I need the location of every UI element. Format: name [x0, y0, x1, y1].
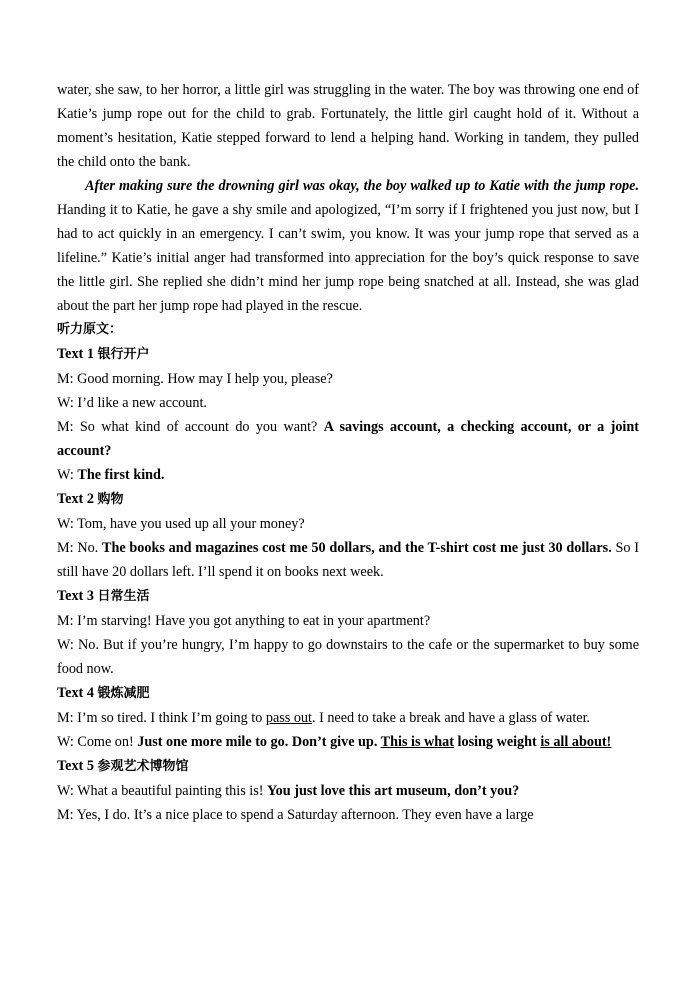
text-1-line-2: W: I’d like a new account.: [57, 395, 207, 411]
text-5-heading: [57, 754, 639, 779]
text-5-line-1-bold: You just love this art museum, don’t you?: [267, 783, 520, 799]
text-4-line-2-underlined-2: is all about!: [540, 734, 612, 750]
document-page: [57, 78, 639, 827]
text-5-line-2: M: Yes, I do. It’s a nice place to spend a Saturday afternoon. They even have a large: [57, 807, 534, 823]
text-2-heading: [57, 487, 639, 512]
text-1-topic: 银行开户: [97, 347, 150, 362]
text-4-label: Text 4: [57, 685, 94, 701]
transcript-title: 听力原文：: [57, 322, 123, 337]
text-4-line-2-prefix: W: Come on!: [57, 734, 138, 750]
text-4-line-2-underlined-1: This is what: [380, 734, 454, 750]
text-2-line-2-bold: The books and magazines cost me 50 dollars, and the T-shirt cost me just 30 dollars.: [101, 540, 612, 556]
text-4-line-1-a: M: I’m so tired. I think I’m going to: [57, 710, 266, 726]
text-2-line-2-rest: So I still have 20 dollars left. I’ll spend it on books next week.: [57, 540, 639, 580]
text-4-topic: 锻炼减肥: [97, 686, 150, 701]
text-4-line-1-b: . I need to take a break and have a glass of water.: [311, 710, 591, 726]
text-5-line-1-plain: W: What a beautiful painting this is!: [57, 783, 268, 799]
text-3-label: Text 3: [57, 588, 94, 604]
story-paragraph-2: [57, 174, 639, 318]
story-paragraph-2-rest: Handing it to Katie, he gave a shy smile and apologized, “I’m sorry if I frightened you just now, but I had to act quickly in an emergency. I can’t swim, you know. It was your jump rope that served as a lifeline.” Katie’s initial anger had transformed into appreciation for the boy’s quick response to save the little girl. She replied she didn’t mind her jump rope being snatched at all. Instead, she was glad about the part her jump rope had played in the rescue.: [57, 202, 639, 314]
text-2-topic: 购物: [97, 492, 124, 507]
story-paragraph-1: water, she saw, to her horror, a little girl was struggling in the water. The boy was throwing one end of Katie’s jump rope out for the child to grab. Fortunately, the little girl caught hold of it. Without a moment’s hesitation, Katie stepped forward to lend a helping hand. Working in tandem, they pulled the child onto the bank.: [57, 82, 639, 170]
text-1-heading: [57, 342, 639, 367]
text-2-label: Text 2: [57, 491, 94, 507]
text-3-topic: 日常生活: [97, 589, 150, 604]
text-3-line-1: M: I’m starving! Have you got anything to eat in your apartment?: [57, 613, 431, 629]
text-1-line-3-plain: M: So what kind of account do you want?: [57, 419, 324, 435]
text-2-line-2: [57, 536, 639, 584]
text-4-line-2: [57, 730, 639, 754]
text-1-line-4-prefix: W:: [57, 467, 78, 483]
text-5-topic: 参观艺术博物馆: [97, 759, 189, 774]
text-1-line-3-bold: A savings account, a checking account, or a joint account?: [57, 419, 639, 459]
text-1-line-4-bold: The first kind.: [77, 467, 165, 483]
text-2-line-2-prefix: M: No.: [57, 540, 102, 556]
text-4-heading: [57, 681, 639, 706]
text-1-line-1: M: Good morning. How may I help you, please?: [57, 371, 333, 387]
text-4-line-1: [57, 706, 639, 730]
text-5-line-1: [57, 779, 639, 803]
text-1-line-3: [57, 415, 639, 463]
text-2-line-1: W: Tom, have you used up all your money?: [57, 516, 305, 532]
text-4-line-2-bold-b: losing weight: [454, 734, 541, 750]
text-5-label: Text 5: [57, 758, 94, 774]
text-3-heading: [57, 584, 639, 609]
text-4-line-1-underlined: pass out: [265, 710, 312, 726]
text-4-line-2-bold-a: Just one more mile to go. Don’t give up.: [137, 734, 381, 750]
story-paragraph-2-italic: After making sure the drowning girl was okay, the boy walked up to Katie with the jump rope.: [85, 178, 639, 194]
text-1-label: Text 1: [57, 346, 94, 362]
text-1-line-4: [57, 463, 639, 487]
text-3-line-2: W: No. But if you’re hungry, I’m happy to go downstairs to the cafe or the supermarket to buy some food now.: [57, 637, 639, 677]
